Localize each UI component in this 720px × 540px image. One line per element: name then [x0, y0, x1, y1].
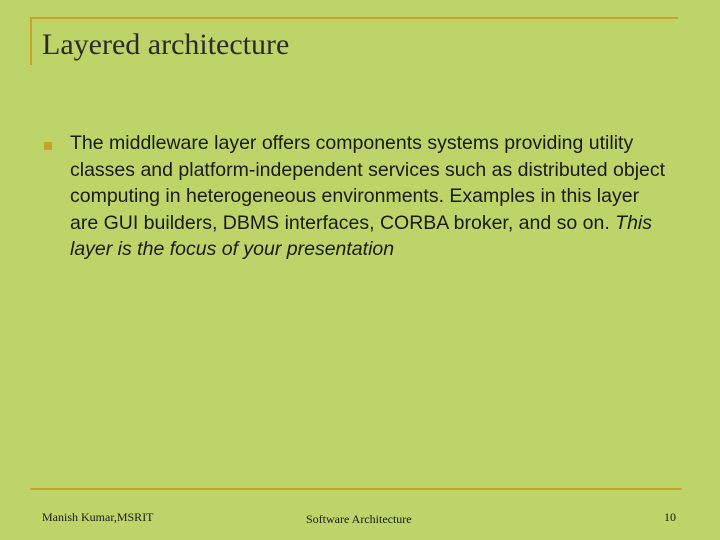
bullet-body: The middleware layer offers components systems providing utility classes and platform-independent services such as distributed object computing in heterogeneous environments. Examples in this layer are GUI builders, DBMS interfaces, CORBA broker, and so on.	[70, 132, 666, 234]
footer-subject: Software Architecture	[306, 512, 412, 526]
frame-bottom-line	[30, 488, 682, 490]
footer-page-number: 10	[664, 510, 676, 524]
bullet-emphasis: This layer is the focus of your presentation	[70, 211, 652, 260]
slide-title: Layered architecture	[42, 28, 290, 61]
footer-author: Manish Kumar,MSRIT	[42, 510, 154, 524]
frame-left-line	[30, 17, 32, 65]
bullet-square-icon	[44, 142, 52, 150]
bullet-text	[70, 130, 670, 263]
frame-top-line	[30, 17, 678, 19]
